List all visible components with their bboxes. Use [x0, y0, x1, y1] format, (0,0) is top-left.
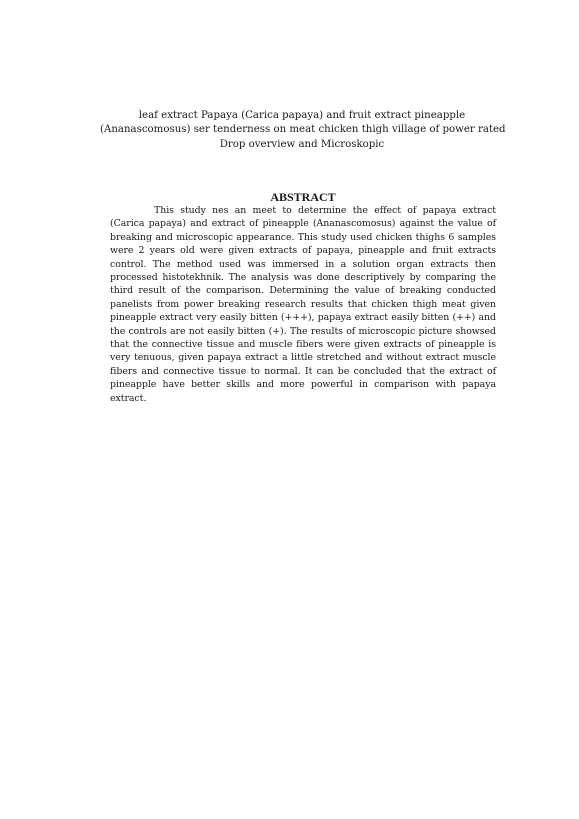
abstract-body: This study nes an meet to determine the effect of papaya extract (Carica papaya) and extract of pineapple (Ananascomosus) against the value of breaking and microscopic appearance. This study used chicken thighs 6 samples were 2 years old were given extracts of papaya, pineapple and fruit extracts control. The method used was immersed in a solution organ extracts then processed histotekhnik. The analysis was done descriptively by comparing the third result of the comparison. Determining the value of breaking conducted panelists from power breaking research results that chicken thigh meat given pineapple extract very easily bitten (+++), papaya extract easily bitten (++) and the controls are not easily bitten (+). The results of microscopic picture showsed that the connective tissue and muscle fibers were given extracts of pineapple is very tenuous, given papaya extract a little stretched and without extract muscle fibers and connective tissue to normal. It can be concluded that the extract of pineapple have better skills and more powerful in comparison with papaya extract.	[110, 205, 496, 404]
abstract-heading: ABSTRACT	[270, 190, 336, 204]
document-title	[100, 109, 504, 152]
title-line-1: leaf extract Papaya (Carica papaya) and fruit extract pineapple	[138, 110, 466, 121]
title-line-3: Drop overview and Microskopic	[219, 138, 385, 150]
title-line-2: (Ananascomosus) ser tenderness on meat chicken thigh village of power rated	[100, 124, 506, 136]
